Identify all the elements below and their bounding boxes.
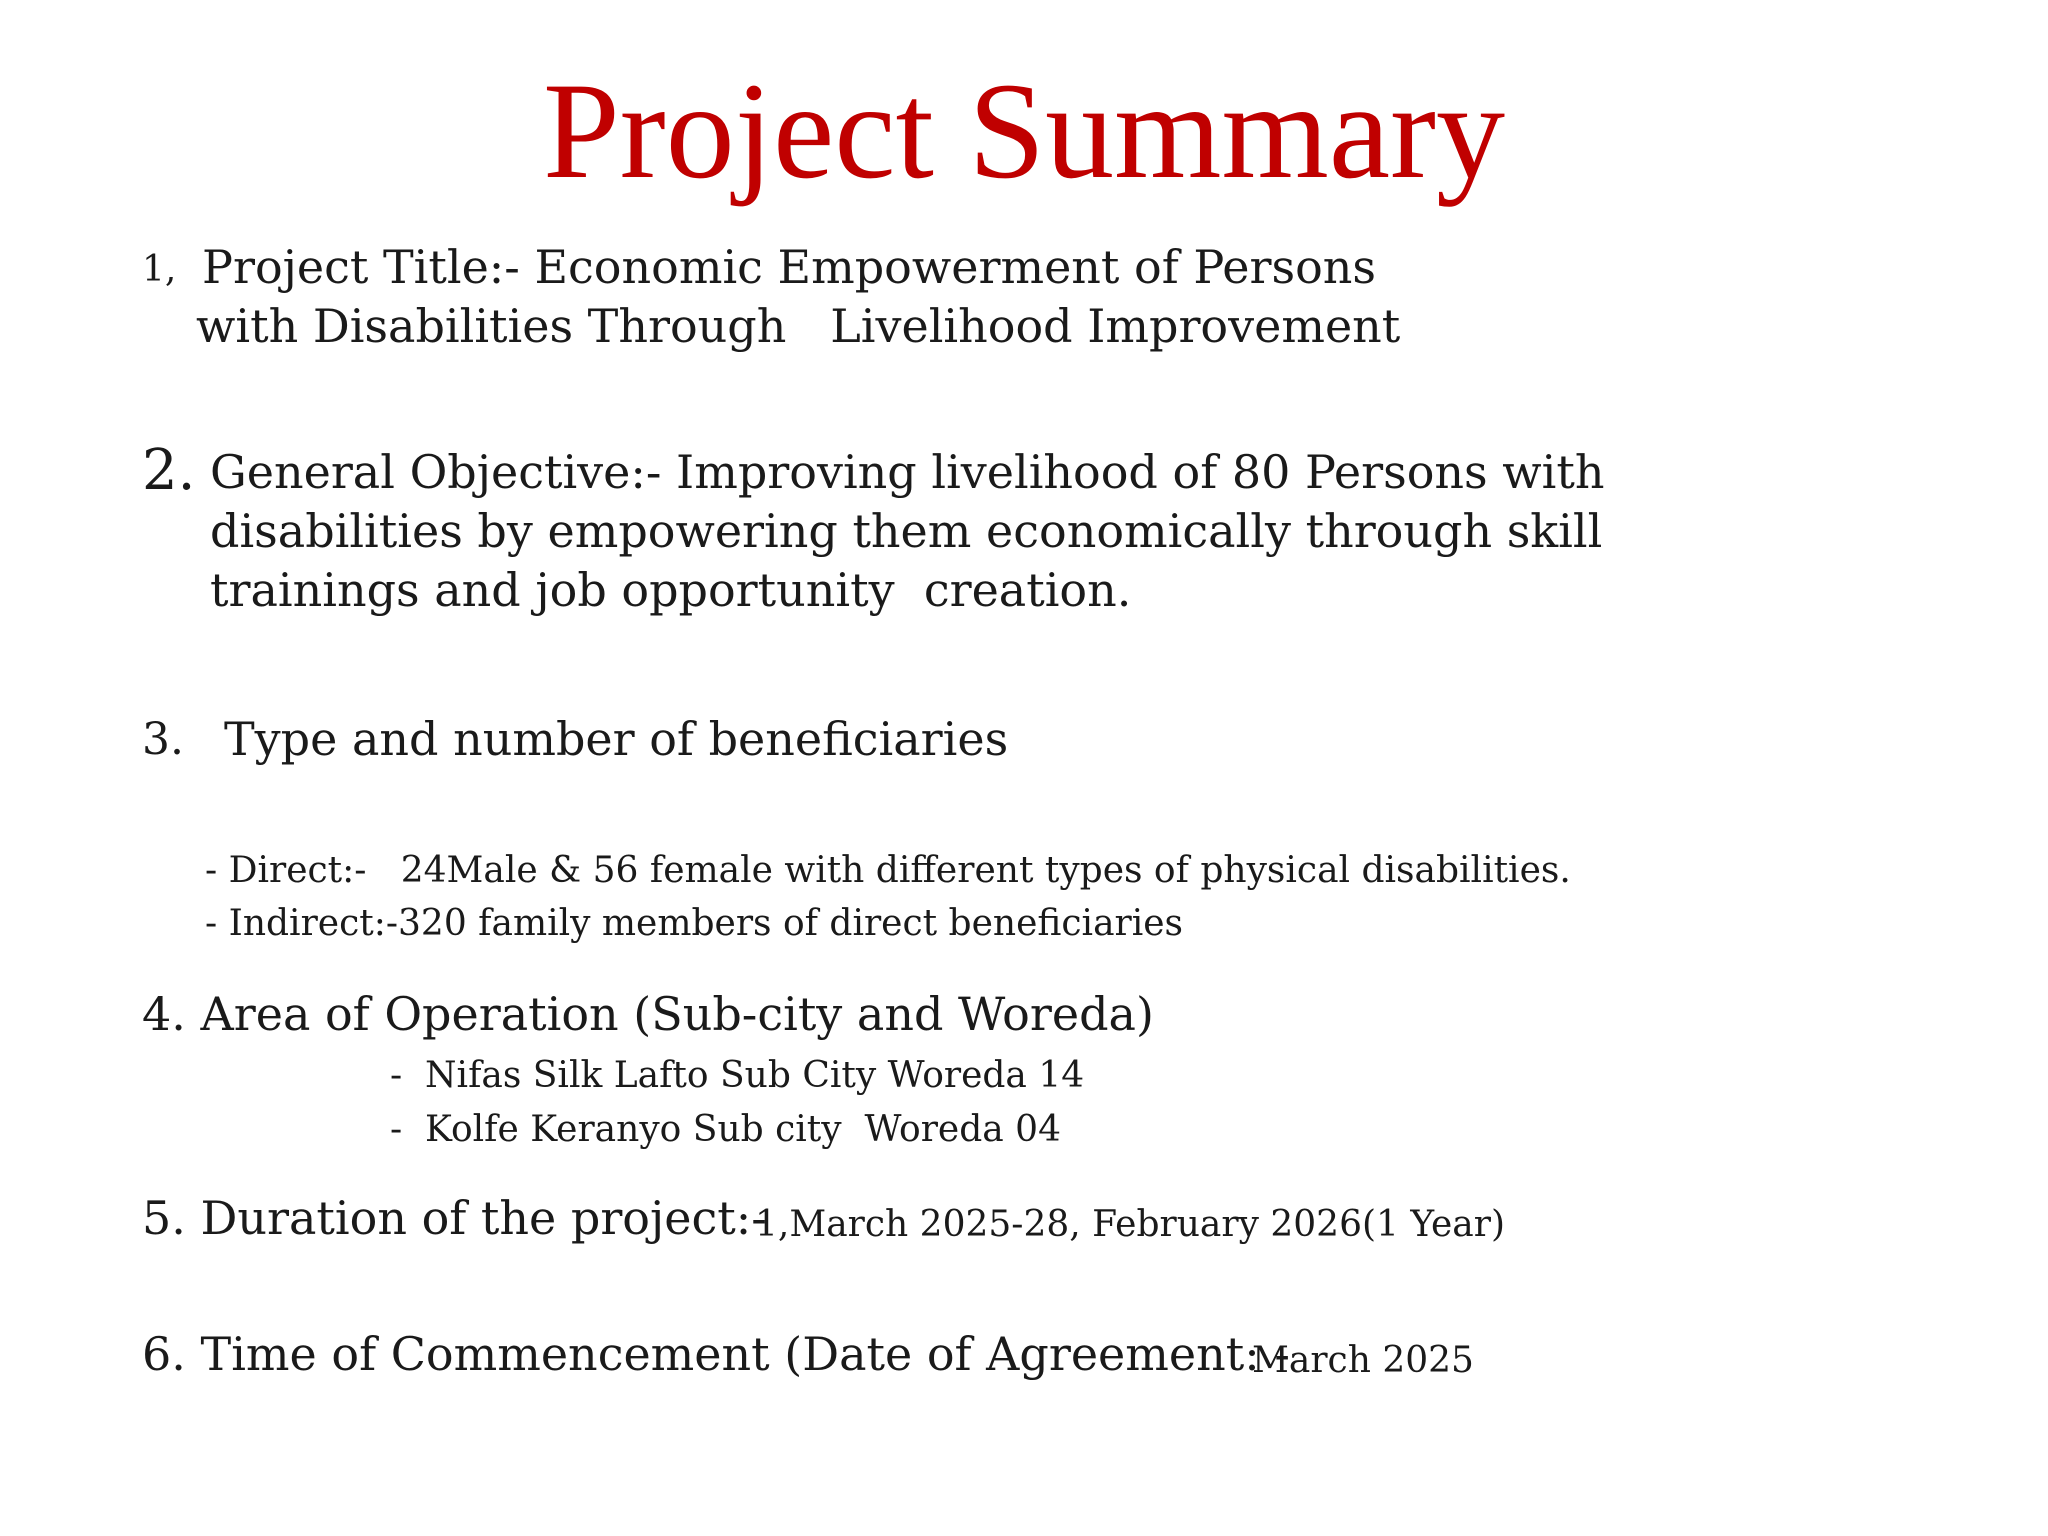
item1-line1: Project Title:- Economic Empowerment of Persons — [202, 240, 1377, 294]
item1-number: 1, — [142, 249, 177, 290]
item2-line3: trainings and job opportunity creation. — [210, 563, 1132, 617]
item2-number: 2. — [142, 438, 196, 503]
item2-line2: disabilities by empowering them economically through skill — [210, 504, 1603, 558]
item3-direct: - Direct:- 24Male & 56 female with different types of physical disabilities. — [205, 850, 1571, 891]
item5-value: 1,March 2025-28, February 2026(1 Year) — [755, 1204, 1506, 1245]
item5-label: 5. Duration of the project:- — [142, 1191, 767, 1245]
item3-heading: Type and number of beneficiaries — [224, 712, 1009, 766]
item3-indirect: - Indirect:-320 family members of direct beneficiaries — [205, 903, 1184, 944]
item3-number: 3. — [142, 714, 184, 765]
item1-line2: with Disabilities Through Livelihood Improvement — [196, 299, 1401, 353]
page-title: Project Summary — [542, 54, 1506, 207]
item2-line1: General Objective:- Improving livelihood of 80 Persons with — [210, 445, 1605, 499]
area-item: - Nifas Silk Lafto Sub City Woreda 14 — [390, 1055, 1085, 1096]
area-item: - Kolfe Keranyo Sub city Woreda 04 — [390, 1109, 1061, 1150]
item6-value: March 2025 — [1252, 1340, 1474, 1381]
item4-heading: 4. Area of Operation (Sub-city and Woreda) — [142, 987, 1154, 1041]
item6-label: 6. Time of Commencement (Date of Agreement: - — [142, 1327, 1290, 1381]
